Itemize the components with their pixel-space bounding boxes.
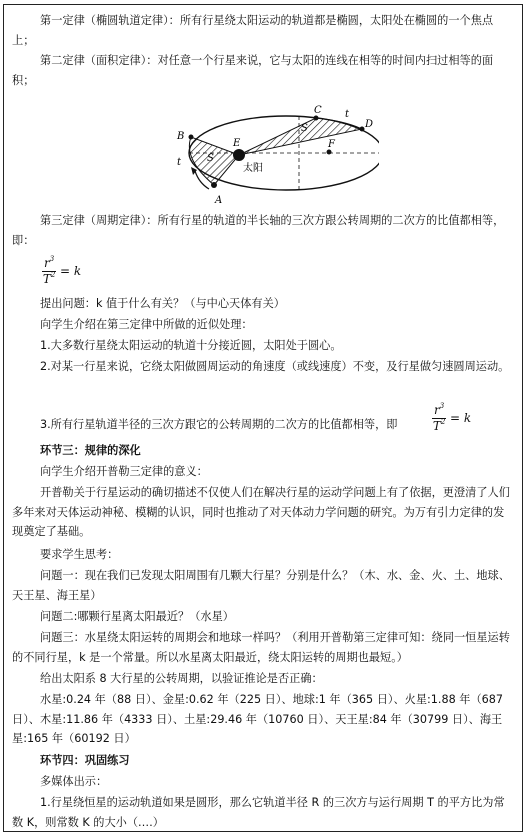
approx-2: 2.对某一行星来说，它绕太阳做圆周运动的角速度（或线速度）不变，及行星做匀速圆周运动。 [40, 360, 510, 373]
question-1: 问题一：现在我们已发现太阳周围有几颗大行星？分别是什么？（木、水、金、火、土、地球、天王星、海王星） [12, 569, 510, 602]
kepler-orbit-diagram [169, 103, 379, 215]
periods-list: 水星:0.24 年（88 日）、金星:0.62 年（225 日）、地球:1 年（365 日）、火星:1.88 年（687 日）、木星:11.86 年（4333 日）、土星:29.46 年（10760 日）、天王星:84 年（30799 日）、海王星:165 年（60192 日） [12, 693, 504, 746]
point-d [360, 127, 365, 132]
law2-paragraph: 第二定律（面积定律）：对任意一个行星来说，它与太阳的连线在相等的时间内扫过相等的面积； [12, 54, 494, 87]
label-s-left: S [207, 153, 214, 164]
approx-3: 3.所有行星轨道半径的三次方跟它的公转周期的二次方的比值都相等，即 [40, 418, 398, 431]
section4-heading: 环节四：巩固练习 [40, 754, 130, 767]
formula-kepler3-inline: $\frac{r^3}{T^2}$ = k [432, 402, 472, 433]
sun-dot [233, 149, 245, 161]
focus-dot [327, 150, 332, 155]
question-2: 问题二:哪颗行星离太阳最近？（水星） [40, 610, 234, 623]
label-s-right: S [301, 123, 308, 134]
formula-kepler3: $\frac{r^3}{T^2}$ = k [42, 255, 82, 286]
label-f: F [328, 139, 335, 150]
approx-intro: 向学生介绍在第三定律中所做的近似处理： [40, 318, 253, 331]
label-d: D [365, 119, 374, 130]
label-c: C [314, 105, 322, 116]
law1-paragraph: 第一定律（椭圆轨道定律）：所有行星绕太阳运动的轨道都是椭圆，太阳处在椭圆的一个焦点上； [12, 14, 494, 47]
label-t-left: t [177, 157, 182, 168]
significance-intro: 向学生介绍开普勒三定律的意义： [40, 465, 208, 478]
approx-1: 1.大多数行星绕太阳运动的轨道十分接近圆，太阳处于圆心。 [40, 339, 342, 352]
document-page [3, 4, 523, 832]
point-b [189, 135, 194, 140]
exercise-1: 1.行星绕恒星的运动轨道如果是圆形，那么它轨道半径 R 的三次方与运行周期 T 的平方比为常数 K，则常数 K 的大小（.…） [12, 796, 505, 829]
periods-intro: 给出太阳系 8 大行星的公转周期，以验证推论是否正确： [40, 672, 323, 685]
label-t-right: t [345, 109, 350, 120]
significance-text: 开普勒关于行星运动的确切描述不仅使人们在解决行星的运动学问题上有了依据，更澄清了人们多年来对天体运动神秘、模糊的认识，同时也推动了对天体动力学问题的研究。为万有引力定律的发现奠定了基础。 [12, 486, 510, 539]
law3-paragraph: 第三定律（周期定律）：所有行星的轨道的半长轴的三次方跟公转周期的二次方的比值都相等，即： [12, 214, 505, 247]
label-a: A [215, 195, 223, 206]
question-k: 提出问题：k 值于什么有关？（与中心天体有关） [40, 297, 285, 310]
label-b: B [177, 131, 185, 142]
question-3: 问题三：水星绕太阳运转的周期会和地球一样吗？（利用开普勒第三定律可知：绕同一恒星运转的不同行星，k 是一个常量。所以水星离太阳最近，绕太阳运转的周期也最短。） [12, 631, 510, 664]
area-sector-left [189, 137, 239, 185]
label-sun: 太阳 [243, 163, 263, 174]
label-e: E [233, 138, 241, 149]
point-a [211, 182, 217, 188]
media-prompt: 多媒体出示： [40, 775, 108, 788]
point-c [314, 116, 319, 121]
section3-heading: 环节三：规律的深化 [40, 444, 141, 457]
think-prompt: 要求学生思考： [40, 548, 119, 561]
